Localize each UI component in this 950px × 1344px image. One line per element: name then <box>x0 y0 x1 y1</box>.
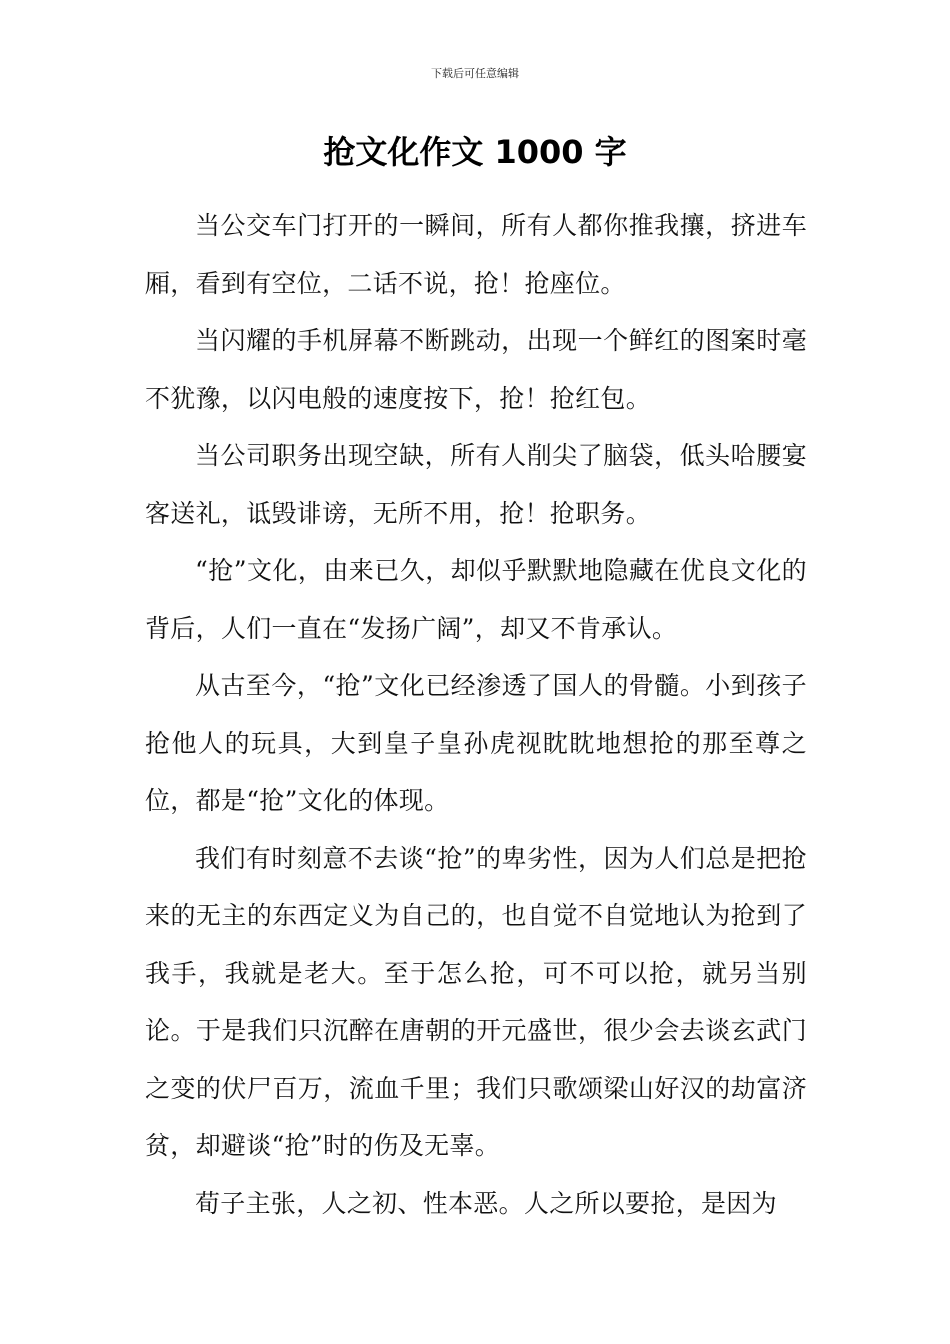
paragraph: 我们有时刻意不去谈“抢”的卑劣性，因为人们总是把抢来的无主的东西定义为自己的，也自觉不自觉地认为抢到了我手，我就是老大。至于怎么抢，可不可以抢，就另当别论。于是我们只沉醉在唐朝的开元盛世，很少会去谈玄武门之变的伏尸百万，流血千里；我们只歌颂梁山好汉的劫富济贫，却避谈“抢”时的伤及无辜。 <box>145 843 807 1160</box>
header-note: 下载后可任意编辑 <box>431 67 519 80</box>
paragraph: 当闪耀的手机屏幕不断跳动，出现一个鲜红的图案时毫不犹豫，以闪电般的速度按下，抢！抢红包。 <box>145 326 807 413</box>
document-body <box>145 197 807 1232</box>
paragraph: 荀子主张，人之初、性本恶。人之所以要抢，是因为 <box>195 1188 777 1218</box>
paragraph: 从古至今，“抢”文化已经渗透了国人的骨髓。小到孩子抢他人的玩具，大到皇子皇孙虎视眈眈地想抢的那至尊之位，都是“抢”文化的体现。 <box>145 671 807 815</box>
paragraph: “抢”文化，由来已久，却似乎默默地隐藏在优良文化的背后，人们一直在“发扬广阔”，却又不肯承认。 <box>145 556 807 643</box>
paragraph: 当公司职务出现空缺，所有人削尖了脑袋，低头哈腰宴客送礼，诋毁诽谤，无所不用，抢！抢职务。 <box>145 441 807 528</box>
page-title: 抢文化作文 1000 字 <box>323 133 627 171</box>
paragraph: 当公交车门打开的一瞬间，所有人都你推我攘，挤进车厢，看到有空位，二话不说，抢！抢座位。 <box>145 211 807 298</box>
